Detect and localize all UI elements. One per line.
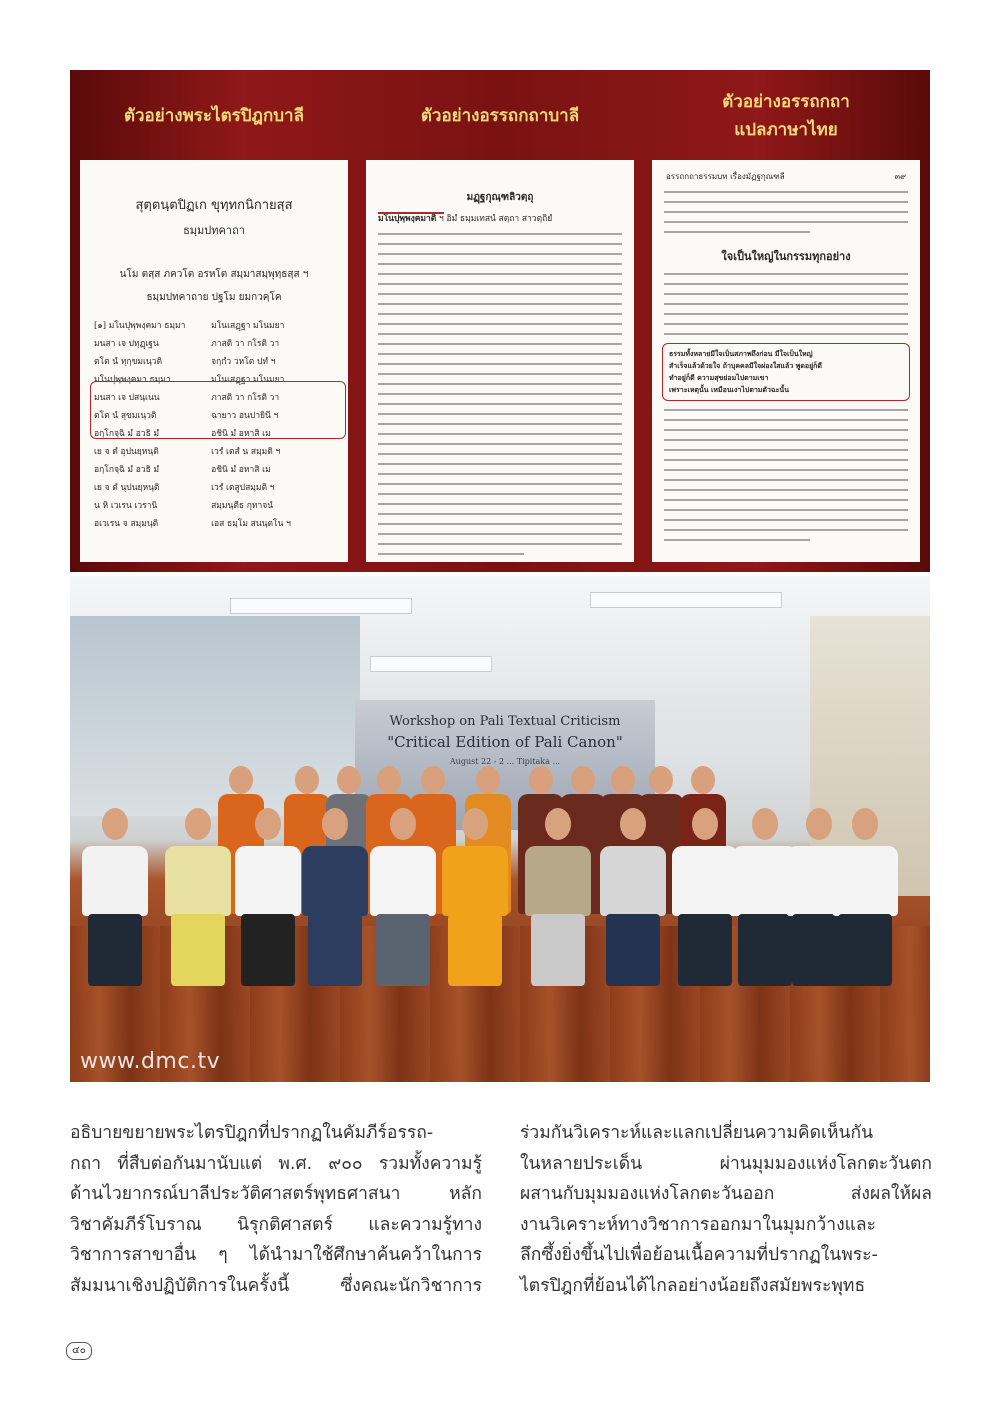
thai-translation-column	[648, 76, 924, 566]
body-line: ผสานกับมุมมองแห่งโลกตะวันออก ส่งผลให้ผล	[520, 1184, 932, 1205]
highlight-box	[90, 381, 346, 439]
story-title: มฏฺฐกุณฺฑลิวตฺถุ	[466, 192, 534, 203]
head	[462, 808, 488, 840]
fine-print-line	[378, 403, 622, 405]
head	[545, 808, 571, 840]
quote-box: ธรรมทั้งหลายมีใจเป็นสภาพถึงก่อน มีใจเป็นใหญ่ สำเร็จแล้วด้วยใจ ถ้าบุคคลมีใจผ่องใสแล้ว พูดอยู่ก็ดี ทำอยู่ก็ดี ความสุขย่อมไปตามเขา เพราะเหตุนั้น เหมือนเงาไปตามตัวฉะนั้น	[662, 343, 910, 401]
body-line: ลึกซึ้งยิ่งขึ้นไปเพื่อย้อนเนื้อความที่ปรากฏในพระ-	[520, 1245, 878, 1266]
verse-line: น หิ เวเรน เวรานิ สมฺมนฺตีธ กุทาจนํ	[94, 501, 274, 511]
fine-print-line	[664, 529, 908, 531]
head	[649, 766, 673, 794]
fine-print-line	[664, 211, 908, 213]
head	[255, 808, 281, 840]
fine-print-line	[378, 363, 622, 365]
seated-person-legs	[241, 914, 295, 986]
head	[806, 808, 832, 840]
seated-person	[832, 846, 898, 916]
fine-print-line	[664, 303, 908, 305]
fine-print-line	[378, 303, 622, 305]
lead-underline	[378, 212, 444, 214]
seated-person-legs	[376, 914, 430, 986]
head	[476, 766, 500, 794]
fine-print-line	[378, 413, 622, 415]
seated-person-legs	[606, 914, 660, 986]
seated-person	[672, 846, 738, 916]
fine-print-line	[378, 453, 622, 455]
homage-line: นโม ตสฺส ภควโต อรหโต สมฺมาสมฺพุทฺธสฺส ฯ	[119, 269, 309, 280]
fine-print-line	[664, 283, 908, 285]
ceiling-light	[370, 656, 492, 672]
fine-print-line	[378, 253, 622, 255]
verse-line: อเวเรน จ สมฺมนฺติ เอส ธมฺโม สนนฺตโน ฯ	[94, 519, 291, 529]
head	[620, 808, 646, 840]
workshop-group-photo	[70, 576, 930, 1082]
head	[691, 766, 715, 794]
doc-title: สุตฺตนฺตปิฏเก ขุทฺทกนิกายสฺส	[135, 198, 293, 213]
fine-print-line	[664, 509, 908, 511]
fine-print-line	[664, 459, 908, 461]
body-line: กถา ที่สืบต่อกันมานับแต่ พ.ศ. ๙๐๐ รวมทั้งความรู้	[70, 1153, 482, 1174]
head	[692, 808, 718, 840]
fine-print-line	[664, 469, 908, 471]
chapter-title: ธมฺมปทคาถาย ปฐโม ยมกวคฺโค	[146, 292, 282, 303]
head	[390, 808, 416, 840]
fine-print-line	[378, 443, 622, 445]
fine-print-line	[664, 409, 908, 411]
fine-print-line	[378, 473, 622, 475]
verse-line: เย จ ตํ นุปนยฺหนฺติ เวรํ เตสูปสมฺมติ ฯ	[94, 483, 275, 493]
body-line: ในหลายประเด็น ผ่านมุมมองแห่งโลกตะวันตก	[520, 1153, 932, 1174]
fine-print-line	[378, 333, 622, 335]
seated-person	[165, 846, 231, 916]
pali-canon-heading: ตัวอย่างพระไตรปิฎกบาลี	[123, 106, 305, 126]
fine-print-line	[378, 493, 622, 495]
fine-print-line	[378, 433, 622, 435]
fine-print-line	[664, 479, 908, 481]
watermark: www.dmc.tv	[80, 1049, 221, 1074]
head	[377, 766, 401, 794]
fine-print-line	[378, 323, 622, 325]
fine-print-line	[378, 463, 622, 465]
body-line: อธิบายขยายพระไตรปิฎกที่ปรากฏในคัมภีร์อรรถ-	[70, 1123, 434, 1143]
fine-print-line	[664, 449, 908, 451]
fine-print-line	[378, 543, 622, 545]
body-line: สัมมนาเชิงปฏิบัติการในครั้งนี้ ซึ่งคณะนักวิชาการ	[70, 1275, 482, 1296]
fine-print-line	[378, 313, 622, 315]
body-line: งานวิเคราะห์ทางวิชาการออกมาในมุมกว้างและ	[520, 1214, 877, 1235]
fine-print-line	[378, 523, 622, 525]
body-line: ด้านไวยากรณ์บาลีประวัติศาสตร์พุทธศาสนา หลัก	[70, 1184, 482, 1205]
head	[102, 808, 128, 840]
fine-print-line	[664, 499, 908, 501]
ceiling-light	[590, 592, 782, 608]
lead-word: มโนปุพฺพงฺคมาติ	[378, 214, 437, 224]
body-line: ร่วมกันวิเคราะห์และแลกเปลี่ยนความคิดเห็นกัน	[520, 1123, 874, 1143]
head	[571, 766, 595, 794]
fine-print-line	[378, 423, 622, 425]
pali-canon-page	[80, 160, 348, 562]
seated-person	[302, 846, 368, 916]
fine-print-line	[378, 353, 622, 355]
fine-print-line	[378, 553, 524, 555]
fine-print-line	[664, 489, 908, 491]
translation-text-mid	[652, 273, 920, 335]
verse-line: อกฺโกจฺฉิ มํ อวธิ มํ อชินิ มํ อหาสิ เม	[94, 465, 271, 475]
ceiling-light	[230, 598, 412, 614]
seated-person-legs	[678, 914, 732, 986]
seated-person-legs	[308, 914, 362, 986]
fine-print-line	[378, 273, 622, 275]
seated-person-legs	[448, 914, 502, 986]
seated-person	[82, 846, 148, 916]
fine-print-line	[664, 419, 908, 421]
fine-print-line	[378, 233, 622, 235]
fine-print-line	[664, 273, 908, 275]
fine-print-line	[664, 221, 908, 223]
verse-line: มโนปุพฺพงฺคมา ธมฺมา มโนเสฏฺฐา มโนมยา	[94, 375, 285, 385]
pali-commentary-page	[366, 160, 634, 562]
pali-commentary-column	[362, 76, 638, 566]
fine-print-line	[664, 333, 908, 335]
fine-print-line	[378, 343, 622, 345]
verse-line: เย จ ตํ อุปนยฺหนฺติ เวรํ เตสํ น สมฺมติ ฯ	[94, 447, 281, 457]
commentary-text	[366, 233, 634, 555]
body-text-left	[70, 1118, 482, 1302]
fine-print-line	[378, 393, 622, 395]
fine-print-line	[378, 383, 622, 385]
head	[337, 766, 361, 794]
seated-person	[235, 846, 301, 916]
head	[322, 808, 348, 840]
head	[185, 808, 211, 840]
workshop-banner: Workshop on Pali Textual Criticism "Critical Edition of Pali Canon" August 22 - 2 ... Tipitaka ...	[355, 700, 655, 830]
thai-translation-heading: ตัวอย่างอรรถกถา แปลภาษาไทย	[722, 92, 850, 140]
head	[529, 766, 553, 794]
fine-print-line	[664, 439, 908, 441]
seated-person	[525, 846, 591, 916]
seated-person-legs	[838, 914, 892, 986]
head	[229, 766, 253, 794]
fine-print-line	[378, 533, 622, 535]
translation-text-bottom	[652, 409, 920, 541]
body-text-right	[520, 1118, 932, 1302]
seated-person	[442, 846, 508, 916]
fine-print-line	[664, 519, 908, 521]
verse-line: [๑] มโนปุพฺพงฺคมา ธมฺมา มโนเสฏฺฐา มโนมยา	[94, 321, 285, 331]
fine-print-line	[664, 293, 908, 295]
pali-canon-column	[76, 76, 352, 566]
pali-commentary-heading: ตัวอย่างอรรถกถาบาลี	[420, 106, 580, 126]
lead-rest: ฯ อิมํ ธมฺมเทสนํ สตฺถา สาวตฺถิยํ	[439, 214, 553, 224]
fine-print-line	[664, 429, 908, 431]
head	[421, 766, 445, 794]
body-line: วิชาการสาขาอื่น ๆ ได้นำมาใช้ศึกษาค้นคว้าในการ	[70, 1245, 482, 1266]
running-header: อรรถกถาธรรมบท เรื่องมัฏฐกุณฑลี ๓๙	[666, 172, 906, 181]
head	[611, 766, 635, 794]
fine-print-line	[378, 483, 622, 485]
fine-print-line	[378, 263, 622, 265]
verse-line: มนสา เจ ปสนฺเนน ภาสติ วา กโรติ วา	[94, 393, 280, 403]
verse-line: ตโต นํ สุขมเนฺวติ ฉายาว อนปายินี ฯ	[94, 411, 279, 421]
seated-person-legs	[88, 914, 142, 986]
seated-person	[370, 846, 436, 916]
head	[852, 808, 878, 840]
seated-person	[600, 846, 666, 916]
seated-person-legs	[738, 914, 792, 986]
head	[295, 766, 319, 794]
page-number: ๔๐	[66, 1342, 92, 1360]
translation-text-top	[652, 191, 920, 233]
body-line: ไตรปิฎกที่ย้อนได้ไกลอย่างน้อยถึงสมัยพระพุทธ	[520, 1275, 866, 1296]
fine-print-line	[378, 283, 622, 285]
section-heading: ใจเป็นใหญ่ในกรรมทุกอย่าง	[721, 250, 851, 263]
seated-person-legs	[171, 914, 225, 986]
verse-line: ตโต นํ ทุกฺขมเนฺวติ จกฺกํว วหโต ปทํ ฯ	[94, 357, 276, 367]
fine-print-line	[664, 323, 908, 325]
fine-print-line	[664, 191, 908, 193]
fine-print-line	[664, 201, 908, 203]
verse-line: อกฺโกจฺฉิ มํ อวธิ มํ อชินิ มํ อหาสิ เม	[94, 429, 271, 439]
verse-line: มนสา เจ ปทุฏฺเฐน ภาสติ วา กโรติ วา	[94, 339, 280, 349]
head	[752, 808, 778, 840]
fine-print-line	[664, 231, 810, 233]
fine-print-line	[378, 373, 622, 375]
comparison-panel	[70, 70, 930, 572]
fine-print-line	[378, 503, 622, 505]
seated-person-legs	[531, 914, 585, 986]
fine-print-line	[378, 243, 622, 245]
fine-print-line	[378, 293, 622, 295]
fine-print-line	[378, 513, 622, 515]
fine-print-line	[664, 313, 908, 315]
doc-subtitle: ธมฺมปทคาถา	[183, 224, 245, 237]
fine-print-line	[664, 539, 810, 541]
body-line: วิชาคัมภีร์โบราณ นิรุกติศาสตร์ และความรู้ทาง	[70, 1214, 482, 1235]
thai-translation-page	[652, 160, 920, 562]
